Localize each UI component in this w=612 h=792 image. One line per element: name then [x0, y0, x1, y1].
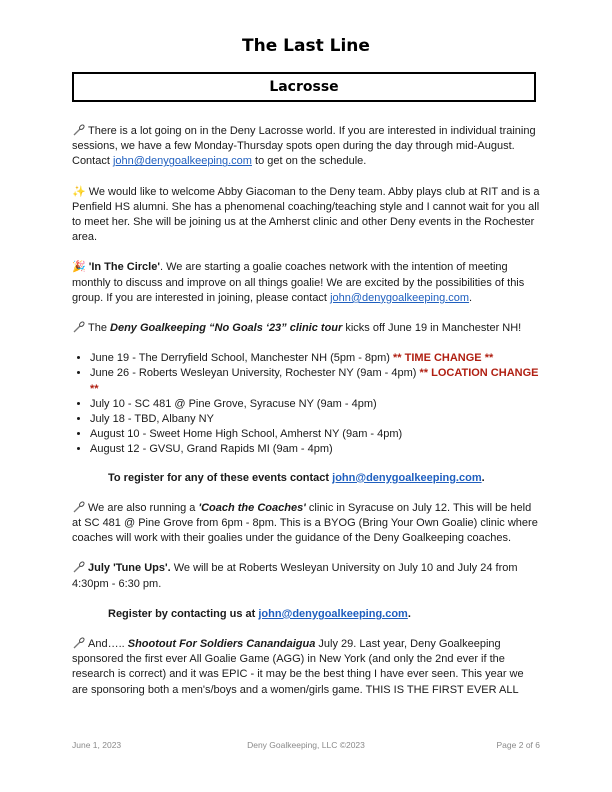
paragraph-shootout: And….. Shootout For Soldiers Canandaigua July 29. Last year, Deny Goalkeeping sponsored the first ever All Goalie Game (AGG) in New York (and only the 2nd ever if the research is correct) and it was EPIC - it may be the best thing I have ever seen. This year we are sponsoring both a men's/boys and a women/girls game. THIS IS THE FIRST EVER ALL [72, 638, 524, 696]
register-events: To register for any of these events contact john@denygoalkeeping.com. [108, 471, 485, 484]
email-link[interactable]: john@denygoalkeeping.com [112, 155, 252, 168]
email-link[interactable]: john@denygoalkeeping.com [330, 291, 470, 304]
footer-date: June 1, 2023 [72, 740, 122, 750]
lacrosse-stick-icon [72, 321, 85, 333]
list-item: • July 18 - TBD, Albany NY [90, 412, 540, 427]
paragraph-training: There is a lot going on in the Deny Lacrosse world. If you are interested in individual training sessions, we have a few Monday-Thursday spots open during the day through mid-August. Contact john@denygoalkeeping.com to get on the schedule. [72, 125, 536, 168]
email-link[interactable]: john@denygoalkeeping.com [332, 471, 482, 484]
footer-page-number: Page 2 of 6 [496, 740, 540, 750]
party-popper-icon: 🎉 [72, 261, 86, 274]
sparkles-icon: ✨ [72, 185, 86, 198]
section-header: Lacrosse [72, 72, 536, 102]
paragraph-welcome: ✨ We would like to welcome Abby Giacoman to the Deny team. Abby plays club at RIT and is a Penfield HS alumni. She has a phenomenal coaching/teaching style and I cannot wait for you all to meet her. She will be joining us at the Amherst clinic and other Deny events in the Rochester area. [72, 185, 540, 244]
paragraph-tune-ups: July 'Tune Ups'. We will be at Roberts Wesleyan University on July 10 and July 24 from 4:30pm - 6:30 pm. [72, 562, 518, 590]
content [72, 124, 540, 713]
paragraph-coach-the-coaches: We are also running a 'Coach the Coaches' clinic in Syracuse on July 12. This will be held at SC 481 @ Pine Grove from 6pm - 8pm. This is a BYOG (Bring Your Own Goalie) clinic where coaches will work with their goalies under the guidance of the Deny Goalkeeping coaches. [72, 501, 538, 545]
lacrosse-stick-icon [72, 501, 85, 513]
lacrosse-stick-icon [72, 637, 85, 649]
list-item: • June 26 - Roberts Wesleyan University, Rochester NY (9am - 4pm) ** LOCATION CHANGE ** [90, 366, 540, 396]
event-list [72, 351, 540, 457]
email-link[interactable]: john@denygoalkeeping.com [258, 607, 408, 620]
list-item: • July 10 - SC 481 @ Pine Grove, Syracuse NY (9am - 4pm) [90, 397, 540, 412]
document-title: The Last Line [242, 36, 370, 56]
lacrosse-stick-icon [72, 124, 85, 136]
footer-copyright: Deny Goalkeeping, LLC ©2023 [247, 740, 365, 750]
paragraph-in-the-circle: 🎉 'In The Circle'. We are starting a goalie coaches network with the intention of meeting monthly to discuss and improve on all things goalie! We are excited by the possibilities of this group. If you are interested in joining, please contact john@denygoalkeeping.com. [72, 261, 525, 304]
list-item: • August 12 - GVSU, Grand Rapids MI (9am - 4pm) [90, 442, 540, 457]
lacrosse-stick-icon [72, 561, 85, 573]
paragraph-clinic-tour: The Deny Goalkeeping “No Goals ‘23” clinic tour kicks off June 19 in Manchester NH! [72, 321, 540, 336]
register-tune-ups: Register by contacting us at john@denygoalkeeping.com. [108, 607, 411, 620]
list-item: • August 10 - Sweet Home High School, Amherst NY (9am - 4pm) [90, 427, 540, 442]
list-item: • June 19 - The Derryfield School, Manchester NH (5pm - 8pm) ** TIME CHANGE ** [90, 351, 540, 366]
